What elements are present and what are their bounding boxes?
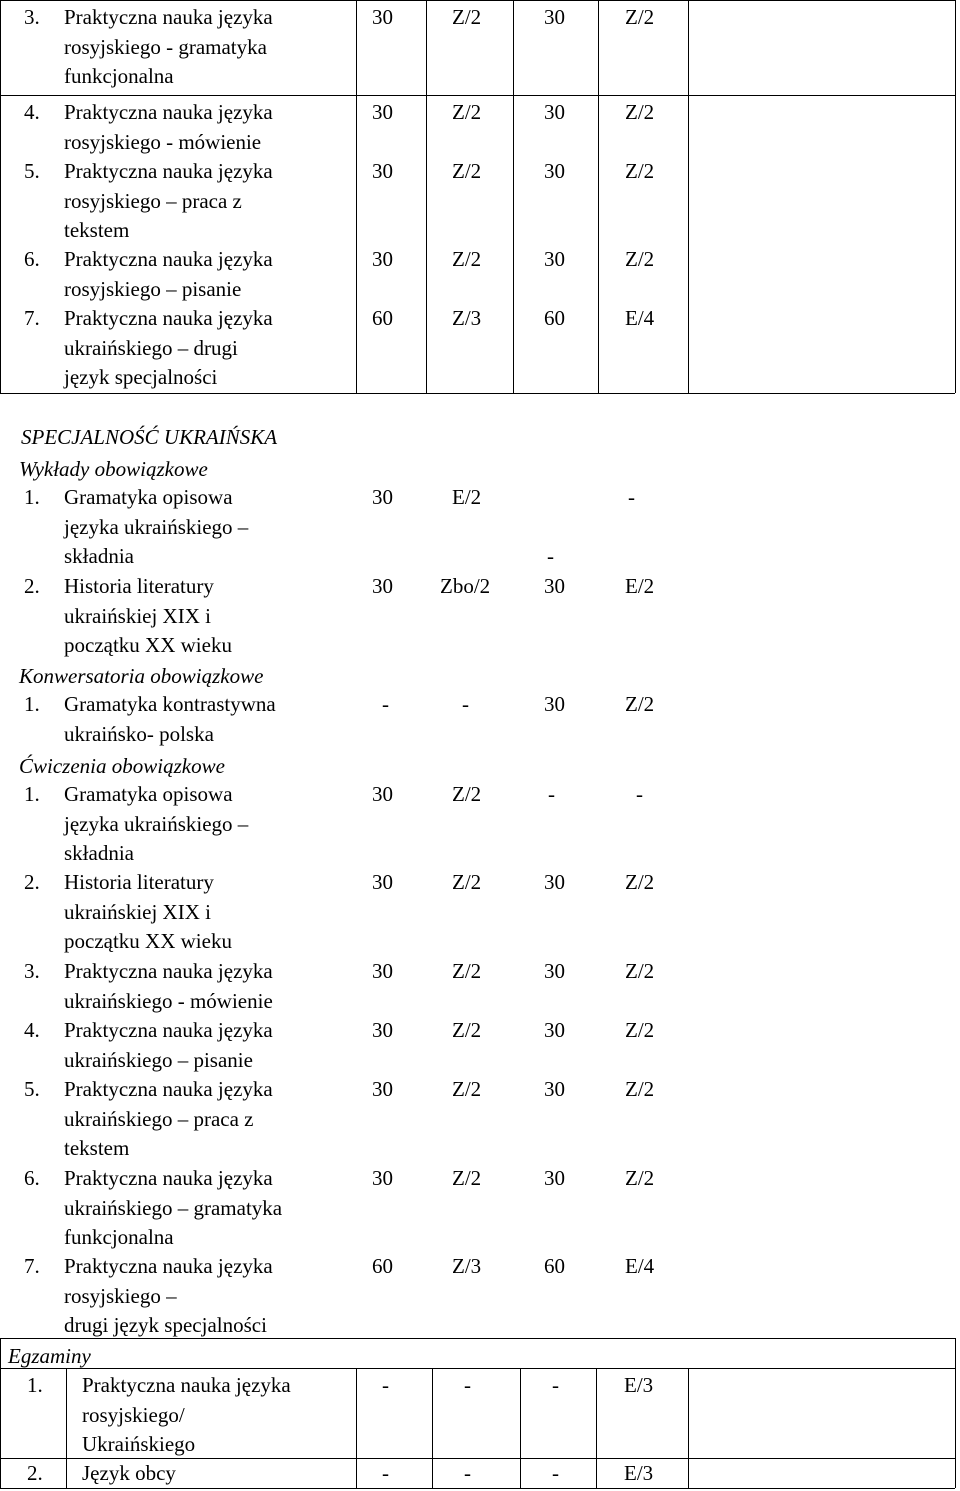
section-heading-egzaminy: Egzaminy [8,1344,91,1368]
wyklady-row-label-line: ukraińskiej XIX i [64,603,211,628]
cwiczenia-row-label-line: początku XX wieku [64,929,232,953]
table-rule [0,1338,955,1339]
table-rule [598,0,599,393]
top-row-credit-winter: Z/2 [452,247,482,271]
cwiczenia-row-credit-summer: - [636,782,643,806]
cwiczenia-row-hours-summer: 60 [544,1254,565,1278]
cwiczenia-row-label-line: ukraińskiego - mówienie [64,988,273,1013]
cwiczenia-row-hours-winter: 30 [372,1018,393,1042]
egzaminy-row-label-line: Język obcy [82,1461,176,1485]
table-rule [426,0,427,393]
table-rule [356,1368,357,1488]
cwiczenia-row-hours-summer: 30 [544,959,565,983]
top-row-hours-summer: 30 [544,5,565,29]
table-rule [0,1458,955,1459]
konwersatoria-row-label-line: Gramatyka kontrastywna [64,692,276,716]
table-rule [0,1488,955,1489]
cwiczenia-row-hours-winter: 30 [372,1077,393,1101]
top-row-label-line: tekstem [64,218,130,242]
wyklady-row-hours-summer: - [547,544,554,568]
top-row-number: 5. [24,159,40,183]
egzaminy-row-label-line: Ukraińskiego [82,1432,196,1456]
cwiczenia-row-credit-summer: E/4 [625,1254,655,1278]
top-row-label-line: rosyjskiego – praca z [64,188,242,213]
table-rule [955,0,956,393]
cwiczenia-row-hours-summer: 30 [544,870,565,894]
cwiczenia-row-hours-summer: 30 [544,1166,565,1190]
top-row-credit-summer: Z/2 [625,159,655,183]
cwiczenia-row-number: 2. [24,870,40,894]
konwersatoria-row-hours-winter: - [382,692,389,716]
cwiczenia-row-credit-summer: Z/2 [625,870,655,894]
top-row-hours-winter: 60 [372,306,393,330]
top-row-label-line: Praktyczna nauka języka [64,247,273,271]
top-row-hours-summer: 60 [544,306,565,330]
cwiczenia-row-hours-winter: 30 [372,1166,393,1190]
cwiczenia-row-credit-winter: Z/2 [452,782,482,806]
wyklady-row-credit-winter: Zbo/2 [440,574,491,598]
cwiczenia-row-hours-summer: 30 [544,1077,565,1101]
wyklady-row-number: 1. [24,485,40,509]
table-rule [955,1338,956,1488]
cwiczenia-row-credit-summer: Z/2 [625,959,655,983]
cwiczenia-row-label-line: Praktyczna nauka języka [64,1254,273,1278]
konwersatoria-row-number: 1. [24,692,40,716]
cwiczenia-row-label-line: ukraińskiego – praca z [64,1106,254,1131]
cwiczenia-row-hours-summer: 30 [544,1018,565,1042]
top-row-hours-summer: 30 [544,159,565,183]
wyklady-row-credit-summer: - [628,485,635,509]
table-rule [596,1368,597,1488]
cwiczenia-row-number: 7. [24,1254,40,1278]
cwiczenia-row-label-line: Praktyczna nauka języka [64,1077,273,1101]
cwiczenia-row-label-line: drugi język specjalności [64,1313,267,1337]
top-row-hours-winter: 30 [372,159,393,183]
cwiczenia-row-label-line: ukraińskiego – gramatyka [64,1195,283,1220]
egzaminy-row-credit-winter: - [464,1373,471,1397]
cwiczenia-row-hours-winter: 60 [372,1254,393,1278]
cwiczenia-row-number: 6. [24,1166,40,1190]
top-row-number: 6. [24,247,40,271]
top-row-hours-winter: 30 [372,100,393,124]
table-rule [688,0,689,393]
table-rule [688,1368,689,1488]
table-rule [0,1368,955,1369]
egzaminy-row-hours-winter: - [382,1373,389,1397]
cwiczenia-row-credit-winter: Z/3 [452,1254,482,1278]
top-row-hours-summer: 30 [544,100,565,124]
wyklady-row-credit-winter: E/2 [452,485,482,509]
wyklady-row-label-line: języka ukraińskiego – [64,514,249,539]
cwiczenia-row-number: 5. [24,1077,40,1101]
cwiczenia-row-credit-summer: Z/2 [625,1018,655,1042]
top-row-credit-winter: Z/2 [452,5,482,29]
cwiczenia-row-label-line: Praktyczna nauka języka [64,1018,273,1042]
cwiczenia-row-label-line: ukraińskiej XIX i [64,899,211,924]
egzaminy-row-label-line: Praktyczna nauka języka [82,1373,291,1397]
cwiczenia-row-number: 3. [24,959,40,983]
cwiczenia-row-label-line: języka ukraińskiego – [64,811,249,836]
wyklady-row-hours-winter: 30 [372,574,393,598]
top-row-credit-summer: Z/2 [625,247,655,271]
top-row-credit-winter: Z/3 [452,306,482,330]
table-rule [0,0,955,1]
cwiczenia-row-credit-winter: Z/2 [452,870,482,894]
wyklady-row-number: 2. [24,574,40,598]
wyklady-row-hours-summer: 30 [544,574,565,598]
cwiczenia-row-label-line: tekstem [64,1136,130,1160]
cwiczenia-row-hours-summer: - [548,782,555,806]
top-row-credit-summer: E/4 [625,306,655,330]
cwiczenia-row-label-line: Historia literatury [64,870,214,894]
section-heading-konwersatoria: Konwersatoria obowiązkowe [19,664,264,688]
wyklady-row-credit-summer: E/2 [625,574,655,598]
konwersatoria-row-label-line: ukraińsko- polska [64,721,214,746]
top-row-label-line: Praktyczna nauka języka [64,159,273,183]
cwiczenia-row-hours-winter: 30 [372,870,393,894]
top-row-number: 3. [24,5,40,29]
egzaminy-row-hours-winter: - [382,1461,389,1485]
table-rule [0,393,955,394]
specialization-title: SPECJALNOŚĆ UKRAIŃSKA [21,425,278,449]
cwiczenia-row-label-line: składnia [64,841,134,865]
wyklady-row-label-line: Gramatyka opisowa [64,485,233,509]
table-rule [0,1338,1,1488]
top-row-label-line: Praktyczna nauka języka [64,5,273,29]
cwiczenia-row-credit-winter: Z/2 [452,959,482,983]
top-row-label-line: rosyjskiego - mówienie [64,129,262,154]
konwersatoria-row-credit-summer: Z/2 [625,692,655,716]
egzaminy-row-hours-summer: - [552,1373,559,1397]
wyklady-row-label-line: początku XX wieku [64,633,232,657]
table-rule [520,1368,521,1488]
top-row-label-line: Praktyczna nauka języka [64,306,273,330]
wyklady-row-label-line: Historia literatury [64,574,214,598]
konwersatoria-row-hours-summer: 30 [544,692,565,716]
top-row-credit-winter: Z/2 [452,159,482,183]
top-row-hours-winter: 30 [372,247,393,271]
egzaminy-row-number: 2. [27,1461,43,1485]
cwiczenia-row-label-line: Praktyczna nauka języka [64,959,273,983]
top-row-label-line: Praktyczna nauka języka [64,100,273,124]
egzaminy-row-hours-summer: - [552,1461,559,1485]
cwiczenia-row-credit-winter: Z/2 [452,1077,482,1101]
table-rule [0,95,955,96]
egzaminy-row-number: 1. [27,1373,43,1397]
cwiczenia-row-credit-winter: Z/2 [452,1166,482,1190]
top-row-credit-winter: Z/2 [452,100,482,124]
top-row-label-line: rosyjskiego - gramatyka [64,34,267,59]
wyklady-row-hours-winter: 30 [372,485,393,509]
top-row-label-line: język specjalności [64,365,218,389]
table-rule [356,0,357,393]
top-row-number: 7. [24,306,40,330]
table-rule [0,0,1,393]
egzaminy-row-credit-summer: E/3 [624,1373,654,1397]
top-row-label-line: rosyjskiego – pisanie [64,276,242,301]
egzaminy-row-credit-summer: E/3 [624,1461,654,1485]
cwiczenia-row-label-line: Praktyczna nauka języka [64,1166,273,1190]
cwiczenia-row-label-line: Gramatyka opisowa [64,782,233,806]
konwersatoria-row-credit-winter: - [462,692,469,716]
cwiczenia-row-hours-winter: 30 [372,959,393,983]
top-row-credit-summer: Z/2 [625,5,655,29]
egzaminy-row-label-line: rosyjskiego/ [82,1402,185,1427]
cwiczenia-row-credit-summer: Z/2 [625,1166,655,1190]
table-rule [513,0,514,393]
cwiczenia-row-number: 4. [24,1018,40,1042]
section-heading-wyklady: Wykłady obowiązkowe [19,457,208,481]
wyklady-row-label-line: składnia [64,544,134,568]
cwiczenia-row-credit-summer: Z/2 [625,1077,655,1101]
top-row-hours-winter: 30 [372,5,393,29]
section-heading-cwiczenia: Ćwiczenia obowiązkowe [19,754,225,778]
top-row-credit-summer: Z/2 [625,100,655,124]
table-rule [66,1368,67,1488]
cwiczenia-row-label-line: funkcjonalna [64,1225,174,1249]
cwiczenia-row-label-line: rosyjskiego – [64,1283,177,1308]
cwiczenia-row-label-line: ukraińskiego – pisanie [64,1047,253,1072]
top-row-label-line: ukraińskiego – drugi [64,335,238,360]
cwiczenia-row-credit-winter: Z/2 [452,1018,482,1042]
cwiczenia-row-hours-winter: 30 [372,782,393,806]
egzaminy-row-credit-winter: - [464,1461,471,1485]
top-row-label-line: funkcjonalna [64,64,174,88]
table-rule [432,1368,433,1488]
top-row-number: 4. [24,100,40,124]
top-row-hours-summer: 30 [544,247,565,271]
cwiczenia-row-number: 1. [24,782,40,806]
